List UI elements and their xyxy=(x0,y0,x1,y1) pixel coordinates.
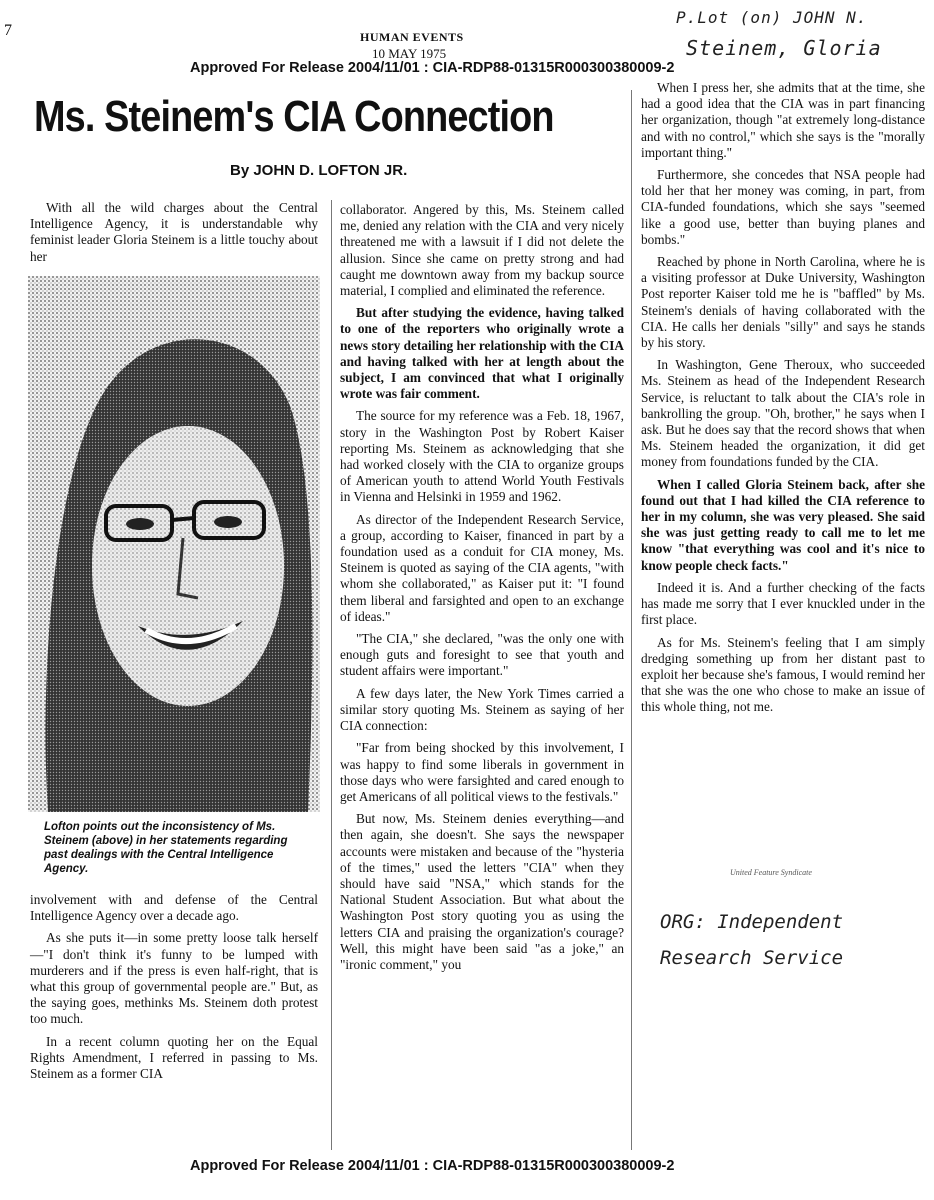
paragraph: As for Ms. Steinem's feeling that I am simply dredging something up from her distant past to exploit her because she's famous, I would remind her that she was the one who chose to make an issue of this whole thing, not me. xyxy=(641,634,925,715)
handwritten-org-line1: ORG: Independent xyxy=(660,911,844,933)
paragraph: In Washington, Gene Theroux, who succeeded Ms. Steinem as head of the Independent Research Service, is reluctant to talk about the CIA's role in bankrolling the group. "Oh, brother," he says when I ask. But he does say that the record shows that when Ms. Steinem headed the organization, it did get money from foundations funded by the CIA. xyxy=(641,357,925,470)
publication-name: HUMAN EVENTS xyxy=(360,30,464,44)
paragraph: As she puts it—in some pretty loose talk herself—"I don't think it's funny to be lumped with murderers and if the press is even half-right, that is what this group of governmental people are." But, as the saying goes, methinks Ms. Steinem doth protest too much. xyxy=(30,930,318,1027)
handwritten-org-note xyxy=(660,904,920,976)
headline: Ms. Steinem's CIA Connection xyxy=(34,92,554,141)
release-stamp-top: Approved For Release 2004/11/01 : CIA-RDP88-01315R000300380009-2 xyxy=(190,60,675,76)
publication-date: 10 MAY 1975 xyxy=(372,46,447,61)
paragraph: As director of the Independent Research Service, a group, according to Kaiser, financed in part by a foundation used as a conduit for CIA money, Ms. Steinem is quoted as saying of the CIA agents, "with whom she collaborated," as Kaiser put it: "I found them liberal and farsighted and open to an exchange of ideas." xyxy=(340,511,624,624)
paragraph: In a recent column quoting her on the Equal Rights Amendment, I referred in passing to Ms. Steinem as a former CIA xyxy=(30,1033,318,1082)
column-divider xyxy=(631,90,632,1150)
byline: By JOHN D. LOFTON JR. xyxy=(230,162,408,179)
column-1-intro xyxy=(30,200,318,271)
paragraph: "The CIA," she declared, "was the only one with enough guts and foresight to see that youth and student affairs were important." xyxy=(340,631,624,679)
release-stamp-bottom: Approved For Release 2004/11/01 : CIA-RDP88-01315R000300380009-2 xyxy=(190,1158,675,1174)
paragraph: But now, Ms. Steinem denies everything—and then again, she doesn't. She says the newspaper accounts were mistaken and because of the "hysteria of the times," used the letters "CIA" when they should have said "NSA," which stands for the National Student Association. But what about the Washington Post story quoting you as using the letters CIA and praising the organization's courage? Well, this might have been said "as a joke," an "ironic comment," you xyxy=(340,811,624,972)
handwritten-org-line2: Research Service xyxy=(660,947,844,969)
paragraph: Reached by phone in North Carolina, where he is a visiting professor at Duke University, Washington Post reporter Kaiser told me he is "baffled" by Ms. Steinem's denials of having collaborated with the CIA. He calls her denials "silly" and says he stands by his story. xyxy=(641,254,925,351)
column-2 xyxy=(340,202,624,979)
syndicate-credit: United Feature Syndicate xyxy=(730,868,812,877)
paragraph: But after studying the evidence, having talked to one of the reporters who originally wrote a news story detailing her relationship with the CIA and having talked with her at length about the subject, I am convinced that what I originally wrote was fair comment. xyxy=(340,305,624,402)
paragraph: The source for my reference was a Feb. 18, 1967, story in the Washington Post by Robert Kaiser reporting Ms. Steinem as acknowledging that she had worked closely with the CIA to organize groups of American youth to attend World Youth Festivals in Vienna and Helsinki in 1959 and 1962. xyxy=(340,408,624,505)
paragraph: When I called Gloria Steinem back, after she found out that I had killed the CIA reference to her in my column, she was very pleased. She said she was just getting ready to call me to let me know "that everything was cool and it's nice to know people check facts." xyxy=(641,476,925,573)
paragraph: involvement with and defense of the Central Intelligence Agency over a decade ago. xyxy=(30,892,318,924)
paragraph: Indeed it is. And a further checking of the facts has made me sorry that I ever knuckled under in the first place. xyxy=(641,579,925,628)
portrait-image xyxy=(28,276,320,812)
handwritten-note-line1: P.Lot (on) JOHN N. xyxy=(676,8,868,27)
paragraph: collaborator. Angered by this, Ms. Steinem called me, denied any relation with the CIA and very nicely threatened me with a lawsuit if I did not delete the allusion. Since she came on pretty strong and had caught me downtown away from my backup source material, I complied and eliminated the reference. xyxy=(340,202,624,299)
paragraph: "Far from being shocked by this involvement, I was happy to find some liberals in government in those days who were farsighted and cared enough to get Americans of all political views to the festivals." xyxy=(340,740,624,804)
column-divider xyxy=(331,200,332,1150)
paragraph: When I press her, she admits that at the time, she had a good idea that the CIA was in part financing her organization, though "at extremely long-distance and with no control," which she says is the "morally important thing." xyxy=(641,80,925,160)
portrait-photo xyxy=(28,276,320,812)
column-1-continued xyxy=(30,892,318,1088)
column-3 xyxy=(641,80,925,722)
paragraph: A few days later, the New York Times carried a similar story quoting Ms. Steinem as saying of her CIA connection: xyxy=(340,685,624,734)
photo-caption: Lofton points out the inconsistency of Ms. Steinem (above) in her statements regarding past dealings with the Central Intelligence Agency. xyxy=(44,821,288,875)
paragraph: With all the wild charges about the Central Intelligence Agency, it is understandable why feminist leader Gloria Steinem is a little touchy about her xyxy=(30,200,318,264)
handwritten-note-line2: Steinem, Gloria xyxy=(686,36,882,60)
paragraph: Furthermore, she concedes that NSA people had told her that her money was coming, in part, from CIA-funded foundations, which she says "seemed like a good use, better than buying planes and bombs." xyxy=(641,167,925,247)
margin-mark: 7 xyxy=(4,22,12,39)
